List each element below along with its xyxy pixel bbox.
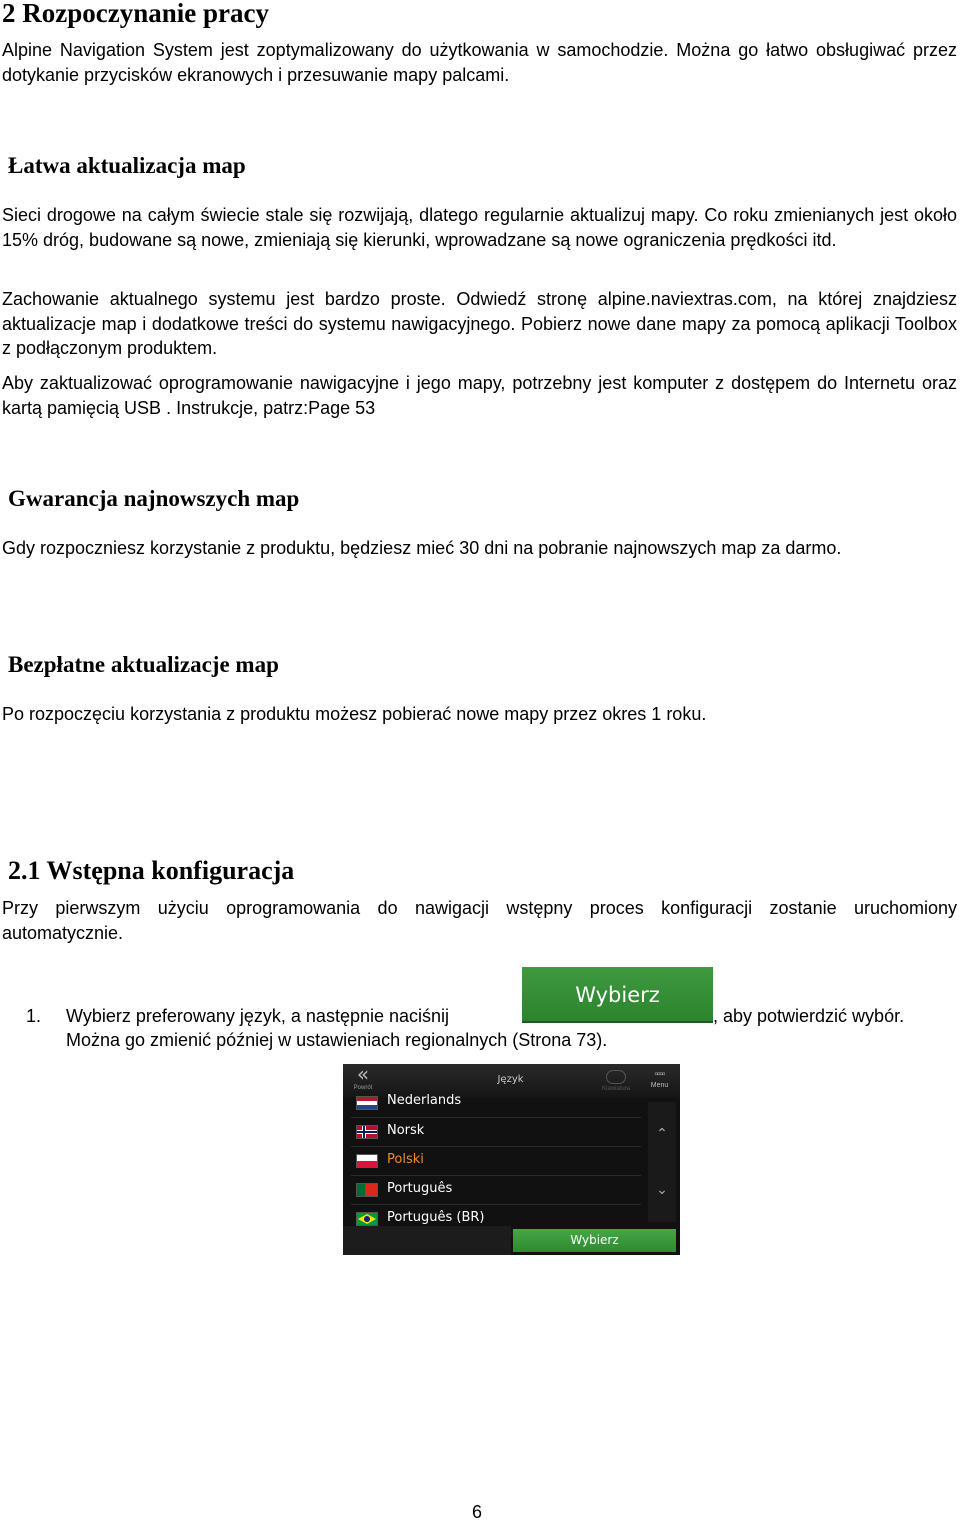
section-title-easy-update: Łatwa aktualizacja map: [8, 153, 246, 178]
back-chevron-icon: «: [356, 1064, 370, 1086]
subsection-text: [2, 896, 957, 945]
device-bottom-bar: [343, 1226, 511, 1255]
paragraph: Przy pierwszym użyciu oprogramowania do nawigacji wstępny proces konfiguracji zostanie uruchomiony automatycznie.: [2, 898, 957, 943]
paragraph: Aby zaktualizować oprogramowanie nawigacyjne i jego mapy, potrzebny jest komputer z dostępem do Internetu oraz kartą pamięcią USB . Instrukcje, patrz:Page 53: [2, 373, 957, 418]
brazil-diamond: [357, 1213, 377, 1225]
device-select-button: Wybierz: [513, 1229, 676, 1252]
language-list: [351, 1093, 641, 1226]
keyboard-label: Klawiatura: [601, 1086, 630, 1092]
language-name: Nederlands: [387, 1093, 462, 1108]
select-button-image: Wybierz: [522, 967, 713, 1023]
section-easy-update-p3: [2, 371, 957, 420]
language-screen-screenshot: [343, 1064, 680, 1255]
language-name: Português: [387, 1181, 453, 1196]
paragraph: Zachowanie aktualnego systemu jest bardzo proste. Odwiedź stronę alpine.naviextras.com, na której znajdziesz aktualizacje map i dodatkowe treści do systemu nawigacyjnego. Pobierz nowe dane mapy za pomocą aplikacji Toolbox z podłączonym produktem.: [2, 289, 957, 358]
paragraph: Gdy rozpoczniesz korzystanie z produktu, będziesz mieć 30 dni na pobranie najnowszych map za darmo.: [2, 538, 842, 558]
brazilian-flag-icon: [356, 1212, 378, 1226]
step-text-before: Wybierz preferowany język, a następnie naciśnij: [66, 1006, 450, 1026]
norwegian-cross: [357, 1126, 377, 1138]
list-item-polish-selected: [351, 1146, 641, 1176]
step-text-after: , aby potwierdzić wybór.: [713, 1006, 905, 1026]
step-number: 1.: [26, 1006, 42, 1026]
screen-title: Język: [497, 1074, 524, 1085]
polish-flag-icon: [356, 1154, 378, 1168]
paragraph: Sieci drogowe na całym świecie stale się rozwijają, dlatego regularnie aktualizuj mapy. Co roku zmienianych jest około 15% dróg, budowane są nowe, zmieniają się kierunki, wprowadzane są nowe ograniczenia prędkości itd.: [2, 205, 957, 250]
speech-bubble-icon: [606, 1070, 626, 1084]
section-easy-update-p1: [2, 203, 957, 252]
page-number: 6: [472, 1502, 483, 1522]
list-item-norwegian: [351, 1117, 641, 1147]
scroll-bar: [648, 1102, 676, 1222]
menu-grid-icon: ▫▫▫▫: [654, 1069, 665, 1080]
section-title-guarantee: Gwarancja najnowszych map: [8, 486, 300, 511]
section-free-updates-p1: [2, 702, 957, 727]
paragraph: Po rozpoczęciu korzystania z produktu możesz pobierać nowe mapy przez okres 1 roku.: [2, 704, 707, 724]
list-item-portuguese: [351, 1175, 641, 1205]
language-name: Polski: [387, 1152, 424, 1167]
section-guarantee-p1: [2, 536, 957, 561]
language-name: Português (BR): [387, 1210, 485, 1225]
scroll-up-icon: ⌃: [656, 1126, 668, 1142]
portuguese-flag-icon: [356, 1183, 378, 1197]
subsection-title: 2.1 Wstępna konfiguracja: [8, 856, 295, 885]
back-label: Powrót: [353, 1085, 373, 1091]
dutch-flag-icon: [356, 1096, 378, 1110]
intro-text: Alpine Navigation System jest zoptymalizowany do użytkowania w samochodzie. Można go łatwo obsługiwać przez dotykanie przycisków ekranowych i przesuwanie mapy palcami.: [2, 40, 957, 85]
menu-label: Menu: [650, 1082, 669, 1089]
norwegian-flag-icon: [356, 1125, 378, 1139]
section-title-free-updates: Bezpłatne aktualizacje map: [8, 652, 279, 677]
language-name: Norsk: [387, 1123, 425, 1138]
scroll-down-icon: ⌄: [656, 1182, 668, 1198]
step-text-line2: Można go zmienić później w ustawieniach regionalnych (Strona 73).: [66, 1030, 608, 1050]
intro-paragraph: [2, 38, 957, 87]
menu-button: [643, 1068, 676, 1096]
list-item-dutch: [351, 1088, 641, 1118]
section-easy-update-p2: [2, 287, 957, 361]
chapter-title: 2 Rozpoczynanie pracy: [2, 0, 269, 28]
